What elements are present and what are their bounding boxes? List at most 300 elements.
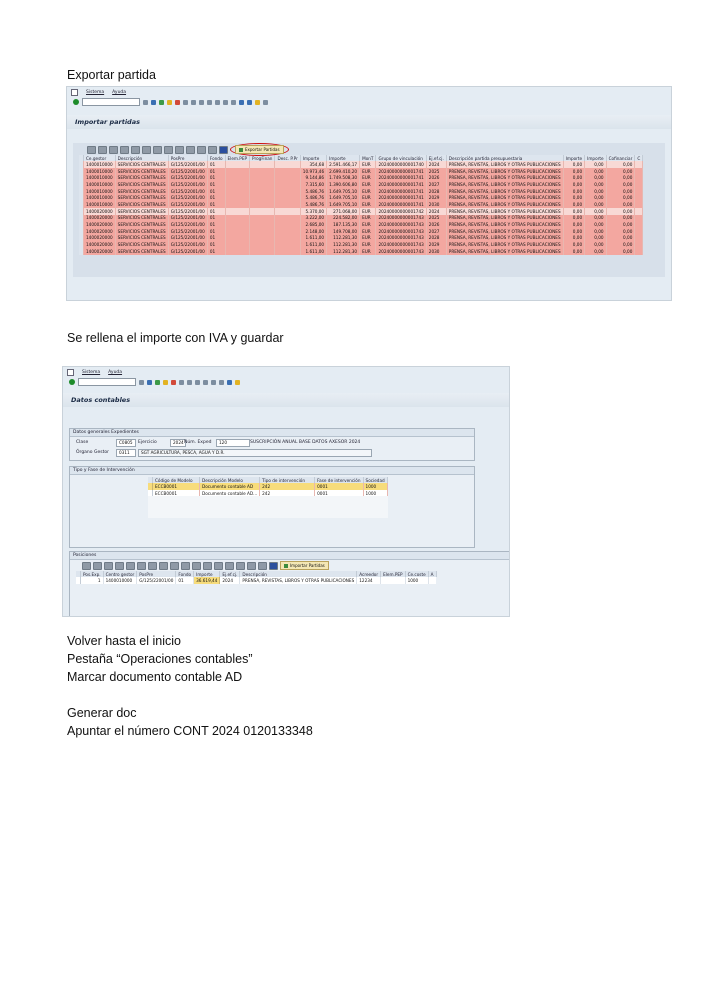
- col-sociedad[interactable]: Sociedad: [363, 477, 387, 483]
- col-tipo-intervencion[interactable]: Tipo de intervención: [260, 477, 315, 483]
- cell-importe-2: 112.281,30: [327, 248, 360, 255]
- copy-icon[interactable]: [126, 562, 135, 570]
- cell-grupo: 20240000000001741: [376, 194, 426, 201]
- col-mont[interactable]: MonT: [360, 155, 376, 161]
- cell-desc-partida: PRENSA, REVISTAS, LIBROS Y OTRAS PUBLICACIONES: [446, 201, 563, 208]
- table-row[interactable]: [79, 241, 643, 248]
- cell-ce-gestor: 1400010000: [84, 201, 116, 208]
- cell-progfinan: [250, 168, 275, 175]
- partidas-table-body: [79, 161, 643, 255]
- back-icon[interactable]: [139, 380, 144, 385]
- col-ej[interactable]: Ej.ef.cj.: [426, 155, 446, 161]
- col-ce-gestor[interactable]: Ce.gestor: [84, 155, 116, 161]
- cell-pospre: G/125/22001/00: [168, 208, 207, 215]
- table-row[interactable]: [79, 208, 643, 215]
- cell-importe-2: 1.649.705,10: [327, 188, 360, 195]
- cell-grupo: 20240000000001742: [376, 208, 426, 215]
- cell-importe-1: 1.611,00: [300, 241, 326, 248]
- save-icon[interactable]: [147, 380, 152, 385]
- cell-importe-3: 0,00: [563, 241, 584, 248]
- layout-icon[interactable]: [197, 146, 206, 154]
- cell-desc-ppr: [275, 235, 300, 242]
- cell-c: [635, 174, 643, 181]
- cell-ej: 2028: [426, 235, 446, 242]
- views-icon[interactable]: [175, 146, 184, 154]
- cell-cofinanciar: 0,00: [606, 194, 635, 201]
- col-progfinan[interactable]: ProgFinan: [250, 155, 275, 161]
- cell-elem-pep: [225, 194, 250, 201]
- cell-importe-4: 0,00: [585, 168, 606, 175]
- info-icon[interactable]: [269, 562, 278, 570]
- cell-progfinan: [250, 174, 275, 181]
- cell-desc-partida: PRENSA, REVISTAS, LIBROS Y OTRAS PUBLICACIONES: [446, 161, 563, 168]
- cell-cofinanciar: 0,00: [606, 161, 635, 168]
- prev-page-icon[interactable]: [215, 100, 220, 105]
- cell-desc-ppr: [275, 228, 300, 235]
- cell-desc-ppr: [275, 181, 300, 188]
- exit-icon[interactable]: [167, 100, 172, 105]
- cell-progfinan: [250, 228, 275, 235]
- cell-grupo: 20240000000001743: [376, 228, 426, 235]
- cell-importe-3: 0,00: [563, 208, 584, 215]
- cell-desc-ppr: [275, 194, 300, 201]
- step-generar: Generar doc: [67, 706, 137, 720]
- col-fase-intervencion[interactable]: Fase de intervención: [315, 477, 363, 483]
- sum-icon[interactable]: [142, 146, 151, 154]
- cell-descripcion: SERVICIOS CENTRALES: [115, 168, 168, 175]
- cell-importe-4: 0,00: [585, 208, 606, 215]
- cell-mont: EUR: [360, 181, 376, 188]
- cell-grupo: 20240000000001741: [376, 181, 426, 188]
- cell-fondo: 01: [207, 235, 225, 242]
- cell-acreedor[interactable]: 12234: [357, 577, 381, 584]
- subtotal-icon[interactable]: [225, 562, 234, 570]
- cell-elem-pep: [225, 208, 250, 215]
- insert-icon[interactable]: [137, 562, 146, 570]
- cell-fondo: 01: [207, 188, 225, 195]
- num-exped-field[interactable]: 120: [216, 439, 250, 447]
- sort-desc-icon[interactable]: [109, 146, 118, 154]
- export-partidas-button[interactable]: [235, 145, 284, 154]
- export-icon[interactable]: [186, 146, 195, 154]
- cell-ce-gestor: 1400010000: [84, 194, 116, 201]
- col-elem-pep[interactable]: Elem.PEP: [381, 571, 406, 577]
- shortcut-icon[interactable]: [247, 100, 252, 105]
- cell-descripcion: SERVICIOS CENTRALES: [115, 228, 168, 235]
- cell-desc-partida: PRENSA, REVISTAS, LIBROS Y OTRAS PUBLICACIONES: [446, 248, 563, 255]
- cell-c: [635, 168, 643, 175]
- cell-c: [635, 235, 643, 242]
- cell-mont: EUR: [360, 161, 376, 168]
- sort-asc-icon[interactable]: [98, 146, 107, 154]
- cell-mont: EUR: [360, 248, 376, 255]
- next-page-icon[interactable]: [211, 380, 216, 385]
- importar-partidas-button[interactable]: [280, 561, 329, 570]
- col-importe[interactable]: Importe: [194, 571, 220, 577]
- find-icon[interactable]: [120, 146, 129, 154]
- cell-importe-2: 1.649.705,10: [327, 194, 360, 201]
- details-icon[interactable]: [87, 146, 96, 154]
- export-icon: [239, 148, 243, 152]
- cell-fondo: 01: [207, 228, 225, 235]
- cell-fase: 0001: [315, 483, 363, 490]
- cell-importe-1: 1.611,00: [300, 235, 326, 242]
- cell-importe-2: 271.068,00: [327, 208, 360, 215]
- col-importe-3[interactable]: Importe: [563, 155, 584, 161]
- cell-mont: EUR: [360, 241, 376, 248]
- cell-descripcion: SERVICIOS CENTRALES: [115, 248, 168, 255]
- find-icon[interactable]: [104, 562, 113, 570]
- find-icon[interactable]: [187, 380, 192, 385]
- menu-sistema[interactable]: Sistema: [86, 89, 105, 95]
- ejercicio-field[interactable]: 2024: [170, 439, 186, 447]
- export-partidas-label: Exportar Partidas: [245, 147, 280, 152]
- posiciones-table: [76, 571, 437, 584]
- cell-importe-2: 1.390.606,80: [327, 181, 360, 188]
- step-apuntar: Apuntar el número CONT 2024 0120133348: [67, 724, 313, 738]
- cell-ej: 2028: [426, 188, 446, 195]
- cell-c: [635, 241, 643, 248]
- menu-ayuda[interactable]: Ayuda: [112, 89, 127, 95]
- cell-grupo: 20240000000001741: [376, 174, 426, 181]
- general-data-heading: Datos generales Expedientes: [70, 429, 474, 437]
- cell-ce-gestor: 1400020000: [84, 248, 116, 255]
- cell-ce-gestor: 1400010000: [84, 188, 116, 195]
- col-importe-2[interactable]: Importe: [327, 155, 360, 161]
- layout-icon[interactable]: [263, 100, 268, 105]
- table-row[interactable]: [79, 181, 643, 188]
- exit-icon[interactable]: [163, 380, 168, 385]
- cell-pospre: G/125/22001/00: [168, 188, 207, 195]
- table-row[interactable]: [79, 201, 643, 208]
- posiciones-heading: Posiciones: [70, 552, 510, 560]
- print-icon[interactable]: [183, 100, 188, 105]
- cell-descripcion: SERVICIOS CENTRALES: [115, 161, 168, 168]
- next-page-icon[interactable]: [223, 100, 228, 105]
- enter-icon[interactable]: [73, 99, 79, 105]
- table-row[interactable]: [79, 215, 643, 222]
- cell-ce-coste[interactable]: 1000: [405, 577, 428, 584]
- print-icon[interactable]: [170, 562, 179, 570]
- filter-icon[interactable]: [131, 146, 140, 154]
- cell-elem-pep: [225, 168, 250, 175]
- command-field[interactable]: [82, 98, 140, 106]
- col-ej[interactable]: Ej.ef.cj.: [220, 571, 240, 577]
- cell-c: [635, 228, 643, 235]
- back-icon[interactable]: [143, 100, 148, 105]
- cell-cofinanciar: 0,00: [606, 174, 635, 181]
- screen-title: Importar partidas: [67, 115, 671, 129]
- cell-importe-3: 0,00: [563, 181, 584, 188]
- layout-icon[interactable]: [247, 562, 256, 570]
- cell-ce-gestor: 1400020000: [84, 235, 116, 242]
- cell-fondo: 01: [207, 168, 225, 175]
- cell-elem-pep: [225, 188, 250, 195]
- cell-importe-2: 2.699.410,20: [327, 168, 360, 175]
- cell-progfinan: [250, 201, 275, 208]
- cell-ce-gestor: 1400010000: [84, 161, 116, 168]
- col-ce-coste[interactable]: Ce.coste: [405, 571, 428, 577]
- cell-fondo: 01: [207, 201, 225, 208]
- cell-elem-pep: [225, 235, 250, 242]
- table-row[interactable]: [79, 161, 643, 168]
- cell-ej: 2024: [426, 208, 446, 215]
- col-a[interactable]: A: [428, 571, 436, 577]
- cell-importe[interactable]: 36.619,44: [194, 577, 220, 584]
- cell-a[interactable]: [428, 577, 436, 584]
- cell-ej[interactable]: 2024: [220, 577, 240, 584]
- cell-mont: EUR: [360, 168, 376, 175]
- cell-pos-exp: 1: [81, 577, 104, 584]
- col-cofinanciar[interactable]: Cofinanciar: [606, 155, 635, 161]
- last-page-icon[interactable]: [231, 100, 236, 105]
- col-c[interactable]: C: [635, 155, 643, 161]
- cell-importe-1: 5.486,76: [300, 188, 326, 195]
- cell-desc-partida: PRENSA, REVISTAS, LIBROS Y OTRAS PUBLICACIONES: [446, 188, 563, 195]
- cell-descripcion: SERVICIOS CENTRALES: [115, 181, 168, 188]
- cell-importe-3: 0,00: [563, 248, 584, 255]
- first-page-icon[interactable]: [207, 100, 212, 105]
- cell-elem-pep: [225, 181, 250, 188]
- col-desc-modelo[interactable]: Descripción Modelo: [200, 477, 260, 483]
- cell-cofinanciar: 0,00: [606, 201, 635, 208]
- organo-label: Órgano Gestor: [76, 450, 109, 455]
- organo-field[interactable]: 0311: [116, 449, 136, 457]
- cell-cofinanciar: 0,00: [606, 168, 635, 175]
- step-volver: Volver hasta el inicio: [67, 634, 181, 648]
- cell-importe-4: 0,00: [585, 161, 606, 168]
- cell-centro-gestor[interactable]: 1400010000: [103, 577, 137, 584]
- col-importe-1[interactable]: Importe: [300, 155, 326, 161]
- cell-pospre: G/125/22001/00: [168, 161, 207, 168]
- save-icon[interactable]: [151, 100, 156, 105]
- cell-importe-1: 5.370,00: [300, 208, 326, 215]
- cell-desc-ppr: [275, 208, 300, 215]
- undo-icon[interactable]: [159, 562, 168, 570]
- cell-mont: EUR: [360, 215, 376, 222]
- cell-desc-ppr: [275, 248, 300, 255]
- table-row[interactable]: [148, 490, 387, 497]
- cancel-icon[interactable]: [171, 380, 176, 385]
- cell-ce-gestor: 1400010000: [84, 174, 116, 181]
- clase-field[interactable]: C0805: [116, 439, 136, 447]
- cell-desc-partida: PRENSA, REVISTAS, LIBROS Y OTRAS PUBLICACIONES: [446, 194, 563, 201]
- cell-importe-2: 149.708,00: [327, 228, 360, 235]
- col-pos-exp[interactable]: Pos.Exp.: [81, 571, 104, 577]
- print-icon[interactable]: [164, 146, 173, 154]
- cell-pospre: G/125/22001/00: [168, 241, 207, 248]
- menu-sistema[interactable]: Sistema: [82, 369, 101, 375]
- cell-desc-ppr: [275, 174, 300, 181]
- col-acreedor[interactable]: Acreedor: [357, 571, 381, 577]
- cell-importe-2: 112.281,30: [327, 235, 360, 242]
- cell-elem-pep: [225, 221, 250, 228]
- cell-ej: 2024: [426, 161, 446, 168]
- col-elem-pep[interactable]: Elem.PEP: [225, 155, 250, 161]
- import-icon[interactable]: [219, 146, 228, 154]
- cell-ce-gestor: 1400010000: [84, 181, 116, 188]
- col-codigo-modelo[interactable]: Código de Modelo: [153, 477, 200, 483]
- cell-elem-pep: [225, 215, 250, 222]
- cell-elem-pep: [225, 241, 250, 248]
- cell-pospre: G/125/22001/00: [168, 235, 207, 242]
- table-row[interactable]: [79, 168, 643, 175]
- table-row[interactable]: [79, 194, 643, 201]
- help-icon[interactable]: [235, 380, 240, 385]
- cell-importe-4: 0,00: [585, 248, 606, 255]
- col-descripcion[interactable]: Descripción: [240, 571, 357, 577]
- cell-cofinanciar: 0,00: [606, 228, 635, 235]
- cell-ej: 2030: [426, 248, 446, 255]
- cell-ej: 2025: [426, 168, 446, 175]
- cell-cofinanciar: 0,00: [606, 188, 635, 195]
- col-desc-partida[interactable]: Descripción partida presupuestaria: [446, 155, 563, 161]
- cell-progfinan: [250, 221, 275, 228]
- cell-importe-3: 0,00: [563, 215, 584, 222]
- cell-importe-3: 0,00: [563, 161, 584, 168]
- find-next-icon[interactable]: [199, 100, 204, 105]
- cell-progfinan: [250, 208, 275, 215]
- cell-pospre: G/125/22001/00: [168, 248, 207, 255]
- cell-desc-ppr: [275, 168, 300, 175]
- cell-importe-4: 0,00: [585, 241, 606, 248]
- cell-fondo: 01: [207, 241, 225, 248]
- cell-desc-modelo: Documento contable AD...: [200, 490, 260, 497]
- cell-elem-pep[interactable]: [381, 577, 406, 584]
- cell-importe-4: 0,00: [585, 228, 606, 235]
- views-icon[interactable]: [258, 562, 267, 570]
- cell-elem-pep: [225, 248, 250, 255]
- enter-icon[interactable]: [69, 379, 75, 385]
- sort-desc-icon[interactable]: [192, 562, 201, 570]
- subtotal-icon[interactable]: [153, 146, 162, 154]
- cell-fondo: 01: [207, 221, 225, 228]
- cell-importe-4: 0,00: [585, 215, 606, 222]
- cell-importe-4: 0,00: [585, 235, 606, 242]
- first-page-icon[interactable]: [195, 380, 200, 385]
- cell-importe-4: 0,00: [585, 188, 606, 195]
- col-importe-4[interactable]: Importe: [585, 155, 606, 161]
- cell-importe-3: 0,00: [563, 235, 584, 242]
- table-row[interactable]: [79, 235, 643, 242]
- cell-mont: EUR: [360, 221, 376, 228]
- command-field[interactable]: [78, 378, 136, 386]
- col-fondo[interactable]: Fondo: [207, 155, 225, 161]
- cell-importe-3: 0,00: [563, 228, 584, 235]
- cell-elem-pep: [225, 161, 250, 168]
- prev-page-icon[interactable]: [203, 380, 208, 385]
- cell-ce-gestor: 1400020000: [84, 208, 116, 215]
- cell-desc-partida: PRENSA, REVISTAS, LIBROS Y OTRAS PUBLICACIONES: [446, 228, 563, 235]
- cell-progfinan: [250, 248, 275, 255]
- col-descripcion[interactable]: Descripción: [115, 155, 168, 161]
- cell-c: [635, 248, 643, 255]
- new-session-icon[interactable]: [227, 380, 232, 385]
- cell-elem-pep: [225, 228, 250, 235]
- paste-icon[interactable]: [148, 562, 157, 570]
- cell-tipo: 242: [260, 490, 315, 497]
- table-row[interactable]: [76, 577, 436, 584]
- col-fondo[interactable]: Fondo: [176, 571, 194, 577]
- cell-cofinanciar: 0,00: [606, 221, 635, 228]
- section-heading-export: Exportar partida: [67, 68, 156, 82]
- cell-desc-ppr: [275, 201, 300, 208]
- table-row[interactable]: [79, 174, 643, 181]
- cell-importe-3: 0,00: [563, 174, 584, 181]
- sort-asc-icon[interactable]: [181, 562, 190, 570]
- menu-ayuda[interactable]: Ayuda: [108, 369, 123, 375]
- back-nav-icon[interactable]: [155, 380, 160, 385]
- back-nav-icon[interactable]: [159, 100, 164, 105]
- col-pospre[interactable]: PosPre: [137, 571, 176, 577]
- cell-pospre[interactable]: G/125/22001/00: [137, 577, 176, 584]
- cell-tipo: 242: [260, 483, 315, 490]
- cell-progfinan: [250, 181, 275, 188]
- fase-heading: Tipo y Fase de Intervención: [70, 467, 474, 475]
- delete-icon[interactable]: [115, 562, 124, 570]
- info-icon[interactable]: [208, 146, 217, 154]
- table-row[interactable]: [79, 248, 643, 255]
- cell-progfinan: [250, 241, 275, 248]
- table-row[interactable]: [79, 188, 643, 195]
- cell-sociedad: 1000: [363, 483, 387, 490]
- table-row[interactable]: [79, 221, 643, 228]
- col-pospre[interactable]: PosPre: [168, 155, 207, 161]
- cell-descripcion: SERVICIOS CENTRALES: [115, 194, 168, 201]
- fase-table: [148, 477, 388, 518]
- cancel-icon[interactable]: [175, 100, 180, 105]
- last-page-icon[interactable]: [219, 380, 224, 385]
- cell-importe-2: 1.649.705,10: [327, 201, 360, 208]
- details-icon[interactable]: [82, 562, 91, 570]
- cell-desc-ppr: [275, 241, 300, 248]
- cell-desc-ppr: [275, 161, 300, 168]
- filter-icon[interactable]: [203, 562, 212, 570]
- table-header-row: [148, 477, 387, 483]
- cell-descripcion: SERVICIOS CENTRALES: [115, 188, 168, 195]
- organo-description: SGT AGRICULTURA, PESCA, AGUA Y D.R.: [138, 449, 372, 457]
- cell-fondo: 01: [207, 161, 225, 168]
- import-icon: [284, 564, 288, 568]
- cell-grupo: 20240000000001743: [376, 215, 426, 222]
- cell-elem-pep: [225, 201, 250, 208]
- help-icon[interactable]: [255, 100, 260, 105]
- cell-importe-4: 0,00: [585, 194, 606, 201]
- standard-toolbar: [67, 97, 671, 107]
- col-desc-ppr[interactable]: Desc. P.Pr: [275, 155, 300, 161]
- cell-pospre: G/125/22001/00: [168, 174, 207, 181]
- cell-ej: 2027: [426, 228, 446, 235]
- table-row[interactable]: [79, 228, 643, 235]
- col-centro-gestor[interactable]: Centro gestor: [103, 571, 137, 577]
- col-grupo[interactable]: Grupo de vinculación: [376, 155, 426, 161]
- sum-icon[interactable]: [214, 562, 223, 570]
- find-icon[interactable]: [191, 100, 196, 105]
- export-icon[interactable]: [236, 562, 245, 570]
- cell-pospre: G/125/22001/00: [168, 221, 207, 228]
- cell-fondo[interactable]: 01: [176, 577, 194, 584]
- print-icon[interactable]: [179, 380, 184, 385]
- cell-grupo: 20240000000001740: [376, 161, 426, 168]
- cell-progfinan: [250, 215, 275, 222]
- cell-fondo: 01: [207, 215, 225, 222]
- new-session-icon[interactable]: [239, 100, 244, 105]
- table-row[interactable]: [148, 483, 387, 490]
- cell-descripcion: SERVICIOS CENTRALES: [115, 208, 168, 215]
- refresh-icon[interactable]: [93, 562, 102, 570]
- cell-importe-1: 9.144,86: [300, 174, 326, 181]
- grid-toolbar: [70, 561, 510, 570]
